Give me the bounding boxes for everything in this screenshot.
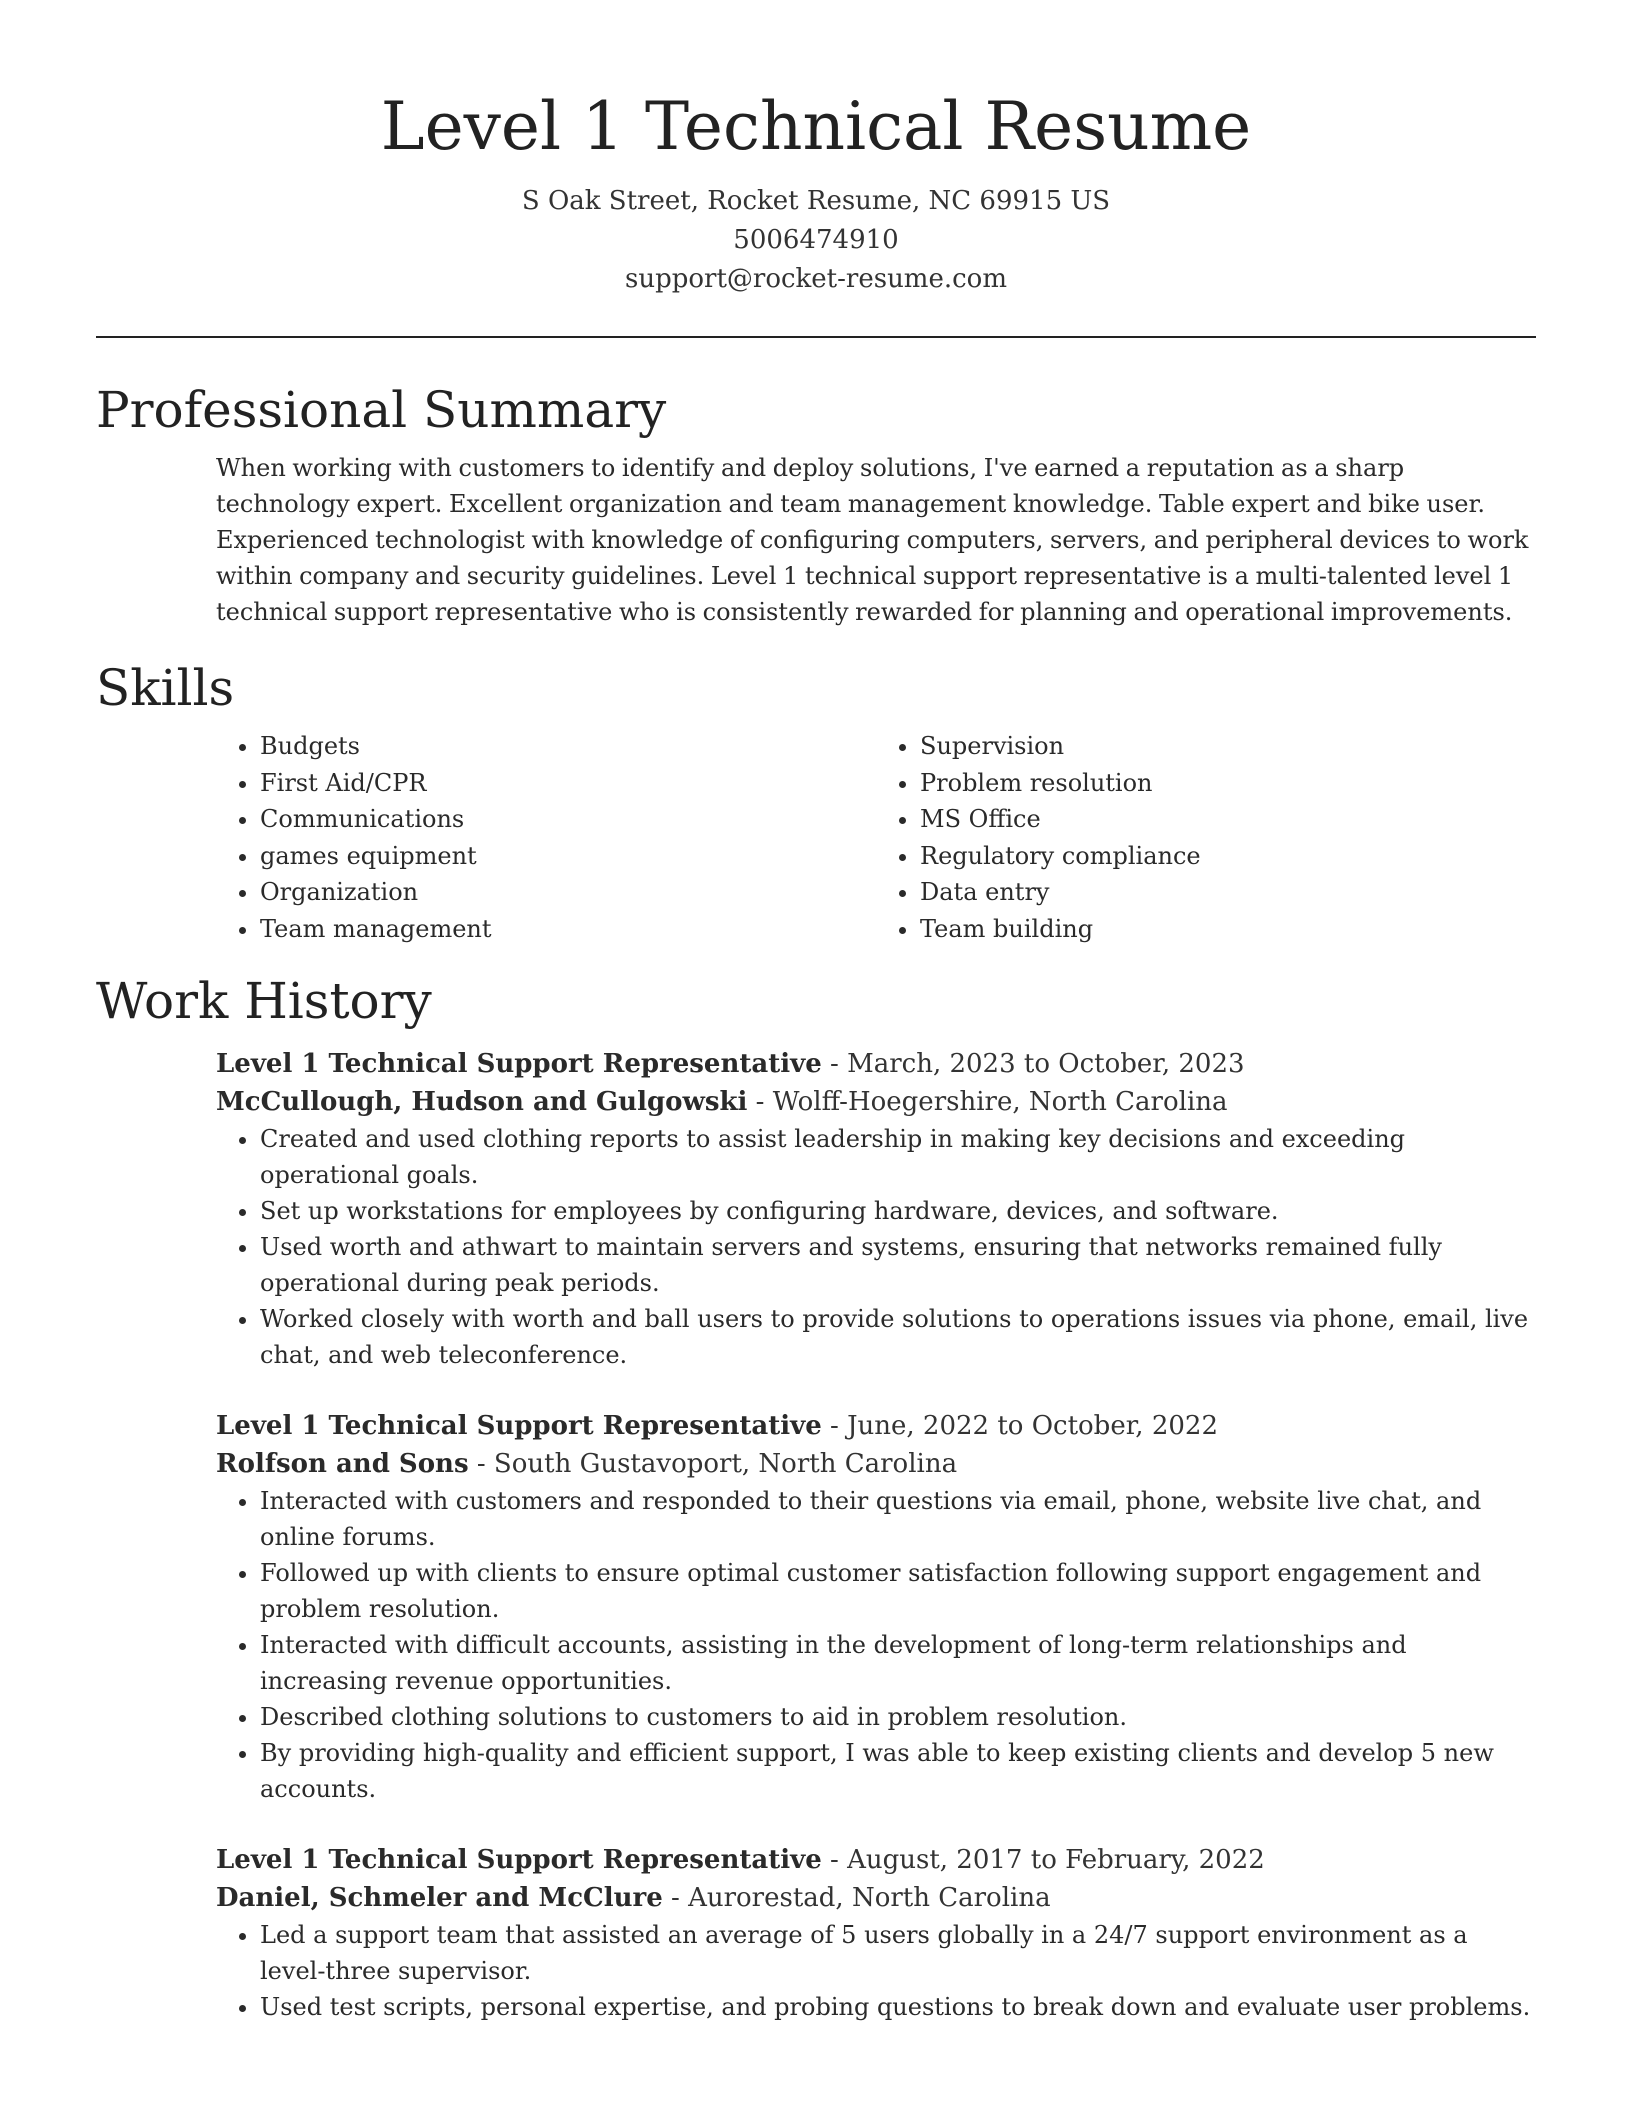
job-location: - Aurorestad, North Carolina: [662, 1883, 1051, 1913]
job-dates: - March, 2023 to October, 2023: [821, 1049, 1245, 1079]
skill-item: • Team management: [260, 911, 876, 948]
skills-column-left: [216, 728, 876, 947]
job-entry: [96, 1841, 1536, 2025]
duty-item: • Led a support team that assisted an average of 5 users globally in a 24/7 support environment as a level-three supervisor.: [260, 1917, 1536, 1989]
skill-item: • Budgets: [260, 728, 876, 765]
job-company-line: [216, 1879, 1536, 1917]
duty-item: • Interacted with customers and responded to their questions via email, phone, website live chat, and online forums.: [260, 1483, 1536, 1555]
job-company: Daniel, Schmeler and McClure: [216, 1883, 663, 1913]
job-location: - Wolff-Hoegershire, North Carolina: [747, 1087, 1228, 1117]
skill-item: • First Aid/CPR: [260, 765, 876, 802]
job-duties: [216, 1121, 1536, 1373]
job-dates: - August, 2017 to February, 2022: [821, 1845, 1265, 1875]
duty-item: • Used test scripts, personal expertise, and probing questions to break down and evaluate user problems.: [260, 1989, 1536, 2025]
duty-item: • Set up workstations for employees by configuring hardware, devices, and software.: [260, 1193, 1536, 1229]
job-company: Rolfson and Sons: [216, 1449, 469, 1479]
skill-item: • Communications: [260, 801, 876, 838]
job-entry: [96, 1407, 1536, 1807]
job-title-line: [216, 1045, 1536, 1083]
email-line: support@rocket-resume.com: [624, 264, 1007, 294]
job-company-line: [216, 1445, 1536, 1483]
job-location: - South Gustavoport, North Carolina: [468, 1449, 958, 1479]
skill-item: • games equipment: [260, 838, 876, 875]
summary-section: [96, 378, 1536, 630]
duty-item: • Followed up with clients to ensure optimal customer satisfaction following support engagement and problem resolution.: [260, 1555, 1536, 1627]
duty-item: • By providing high-quality and efficient support, I was able to keep existing clients and develop 5 new accounts.: [260, 1735, 1536, 1807]
skills-grid: [96, 728, 1536, 947]
job-title-line: [216, 1407, 1536, 1445]
skills-column-right: [876, 728, 1536, 947]
skill-item: • Problem resolution: [920, 765, 1536, 802]
job-title: Level 1 Technical Support Representative: [216, 1845, 822, 1875]
job-company: McCullough, Hudson and Gulgowski: [216, 1087, 748, 1117]
skill-item: • Organization: [260, 874, 876, 911]
skill-item: • Supervision: [920, 728, 1536, 765]
skills-heading: Skills: [96, 659, 235, 717]
duty-item: • Described clothing solutions to customers to aid in problem resolution.: [260, 1699, 1536, 1735]
job-title: Level 1 Technical Support Representative: [216, 1049, 822, 1079]
duty-item: • Worked closely with worth and ball users to provide solutions to operations issues via phone, email, live chat, and web teleconference.: [260, 1301, 1536, 1373]
summary-heading: Professional Summary: [96, 381, 667, 439]
summary-text: When working with customers to identify and deploy solutions, I've earned a reputation as a sharp technology expert. Excellent organization and team management knowledge. Table expert and bike user. Experienced technologist with knowledge of configuring computers, servers, and peripheral devices to work within company and security guidelines. Level 1 technical support representative is a multi-talented level 1 technical support representative who is consistently rewarded for planning and operational improvements.: [216, 454, 1529, 626]
skill-item: • Data entry: [920, 874, 1536, 911]
header-divider: [96, 336, 1536, 338]
job-title-line: [216, 1841, 1536, 1879]
duty-item: • Created and used clothing reports to assist leadership in making key decisions and exceeding operational goals.: [260, 1121, 1536, 1193]
job-entry: [96, 1045, 1536, 1373]
skill-item: • MS Office: [920, 801, 1536, 838]
skill-item: • Team building: [920, 911, 1536, 948]
contact-block: [96, 182, 1536, 299]
duty-item: • Used worth and athwart to maintain servers and systems, ensuring that networks remained fully operational during peak periods.: [260, 1229, 1536, 1301]
work-heading: Work History: [96, 972, 432, 1030]
work-section: [96, 969, 1536, 2025]
job-duties: [216, 1483, 1536, 1807]
resume-header: [96, 0, 1536, 299]
resume-title: Level 1 Technical Resume: [380, 88, 1252, 165]
job-company-line: [216, 1083, 1536, 1121]
phone-line: 5006474910: [733, 225, 899, 255]
skill-item: • Regulatory compliance: [920, 838, 1536, 875]
job-dates: - June, 2022 to October, 2022: [821, 1411, 1218, 1441]
job-title: Level 1 Technical Support Representative: [216, 1411, 822, 1441]
job-duties: [216, 1917, 1536, 2025]
duty-item: • Interacted with difficult accounts, assisting in the development of long-term relationships and increasing revenue opportunities.: [260, 1627, 1536, 1699]
skills-section: [96, 656, 1536, 947]
address-line: S Oak Street, Rocket Resume, NC 69915 US: [521, 186, 1111, 216]
